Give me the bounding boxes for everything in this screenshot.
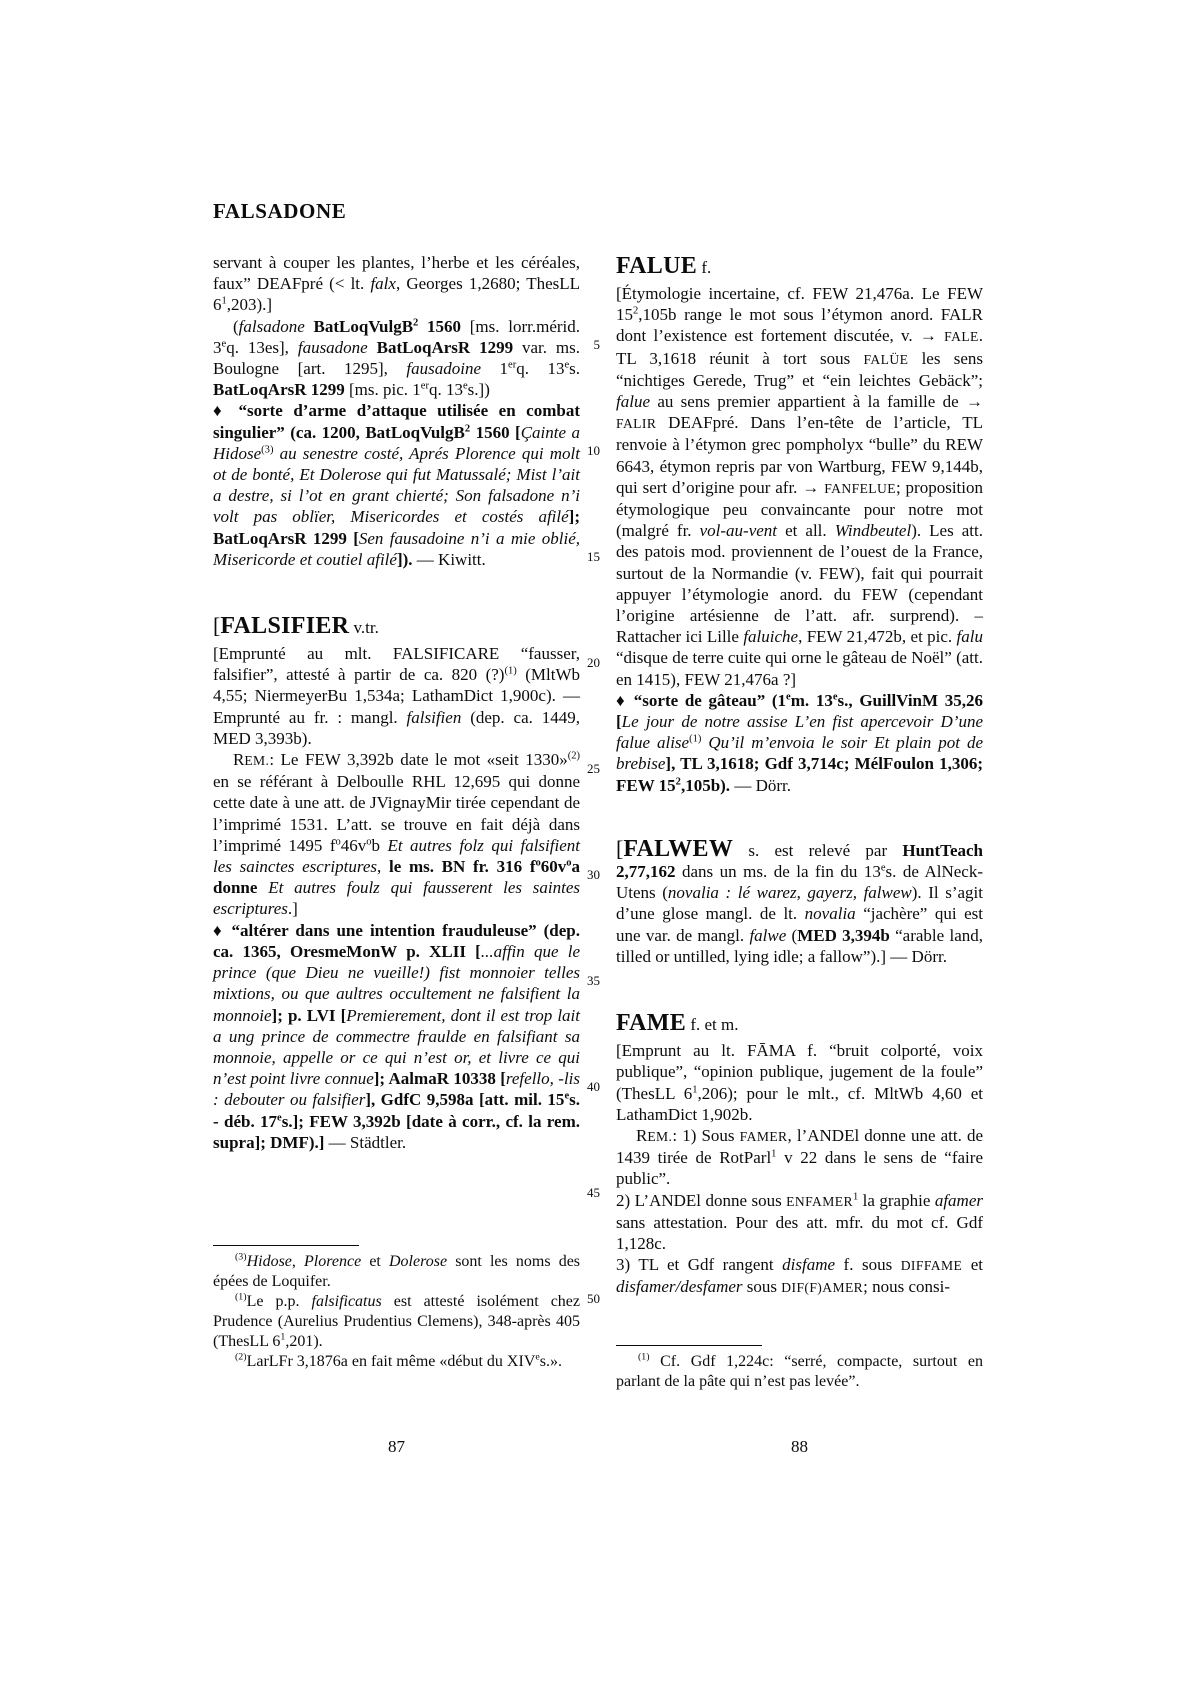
text-run: ,203).] [226, 295, 273, 315]
text-run: [ [616, 835, 624, 861]
text-run: au sens premier appartient à la famille de → [650, 392, 983, 412]
line-number: 10 [587, 443, 600, 458]
entry-headword [616, 1009, 983, 1039]
superscript: e [277, 1111, 282, 1123]
superscript: 1 [692, 1083, 698, 1095]
text-run: Plorence [304, 1253, 362, 1270]
text-run: et [962, 1255, 983, 1275]
footnote-separator [213, 1245, 359, 1246]
superscript: e [564, 359, 570, 371]
text-run: ,206); pour le mlt., cf. MltWb 4,60 et LathamDict 1,902b. [616, 1083, 983, 1124]
superscript: e [786, 691, 791, 703]
text-run: ♦ “sorte de gâteau” (1 [616, 690, 787, 710]
paragraph [616, 283, 983, 690]
text-run: DIF(F)AMER [781, 1280, 864, 1296]
text-run: ,105b range le mot sous l’étymon anord. FALR dont l’existence est fortement discutée, v. → [616, 305, 983, 346]
text-run: Qu’il m’envoia le soir Et plain pot de brebise [616, 733, 983, 774]
superscript: 1 [852, 1190, 859, 1202]
text-run: Le jour de notre assise L’en fist apercevoir D’une falue alise [616, 712, 983, 753]
text-run: Sen fausadoine n’i a mie oblié, Misericorde et coutiel afilé [213, 528, 581, 569]
text-run: Cf. Gdf 1,224c: “serré, compacte, surtout en parlant de la pâte qui n’est pas levée”. [616, 1353, 983, 1390]
line-number: 30 [587, 867, 600, 882]
paragraph [213, 920, 580, 1153]
page-number-right: 88 [791, 1437, 808, 1456]
text-run: ]; p. LVI [ [271, 1005, 347, 1025]
headword-text: FALWEW [623, 835, 734, 862]
text-run: ). Les att. des patois mod. proviennent de l’ouest de la France, surtout de la Normandie (v. FEW), fait qui pourrait appuyer l’étymologie anord. du FEW (cependant l’origine artésienne de l’att. afr. surprend). – Rattacher ici Lille [616, 521, 983, 647]
superscript: o [366, 836, 372, 848]
superscript: (1) [504, 665, 517, 677]
paragraph [616, 835, 983, 967]
text-run: FALIR [616, 416, 657, 432]
text-run: “jachère” qui est une var. de mangl. [616, 904, 983, 945]
text-run [305, 317, 314, 336]
superscript: (2) [567, 750, 580, 762]
text-run: DEAFpré. Dans l’en-tête de l’article, TL renvoie à l’étymon grec pompholyx “bulle” du REW 6643, étymon repris par von Wartburg, FEW 9,144b, qui sert d’origine pour afr. → [616, 413, 983, 497]
text-run: ; nous consi- [863, 1277, 951, 1297]
text-run: 1560 [418, 316, 462, 336]
text-run: m. 13 [790, 690, 833, 710]
text-run: var. ms. Boulogne [art. 1295], [213, 337, 581, 379]
superscript: 2 [675, 776, 681, 788]
entry-headword [616, 252, 983, 282]
text-run: [ms. lorr.mérid. 3 [213, 316, 581, 357]
text-run: s. - déb. 17 [213, 1090, 580, 1131]
text-run: a donne [213, 857, 581, 898]
superscript: er [508, 359, 517, 371]
text-run: HuntTeach 2,77,162 [616, 840, 983, 882]
text-run: falue [616, 392, 650, 412]
text-run: faluiche [743, 627, 799, 647]
paragraph [616, 1125, 983, 1190]
text-run: v 22 dans le sens de “faire public”. [616, 1148, 983, 1189]
text-run: au senestre costé, Aprés Plorence qui molt ot de bonté, Et Dolerose qui fut Matussalé; Mist l’ait a destre, si l’ot en grant chierté; Son falsadone n’i volt pas oblïer, Misericordes et costés afilé [213, 443, 580, 527]
superscript: (3) [261, 444, 274, 456]
text-run: b [371, 835, 388, 855]
superscript: e [880, 862, 886, 874]
text-run: ]). [396, 549, 417, 569]
text-run: MED 3,394b [797, 925, 890, 945]
text-run: ]; BatLoqArsR 1299 [ [213, 507, 580, 548]
text-run: R [233, 750, 245, 770]
text-run: est attesté isolément chez Prudence (Aurelius Prudentius Clemens), 348-après 405 (ThesLL 6 [213, 1293, 581, 1350]
superscript: o [335, 836, 341, 848]
paragraph [616, 1190, 983, 1255]
text-run: falu [956, 627, 983, 647]
text-run: .] [287, 899, 298, 919]
line-number: 25 [587, 761, 600, 776]
text-run: le ms. BN fr. 316 f [388, 857, 536, 877]
text-run [368, 338, 377, 357]
text-run: : 1) Sous [672, 1125, 740, 1145]
text-run: f. et m. [686, 1015, 739, 1035]
text-run: s.]; FEW 3,392b [date à corr., cf. la rem. supra]; DMF).] [213, 1111, 580, 1152]
line-number: 15 [587, 549, 600, 564]
text-run: Et autres folz qui falsifient les sainctes escriptures [213, 835, 580, 877]
text-run: : Le FEW 3,392b date le mot «seit 1330» [269, 750, 568, 770]
superscript: 2 [464, 422, 471, 434]
text-run: BatLoqVulgB [313, 316, 414, 336]
superscript: er [420, 380, 429, 392]
text-run: — Kiwitt. [416, 549, 486, 569]
text-run: [ [213, 613, 221, 639]
text-run: , l’ANDEl donne une att. de 1439 tirée de RotParl [616, 1125, 983, 1168]
text-run: ], GdfC 9,598a [att. mil. 15 [365, 1090, 565, 1110]
page-number-left: 87 [388, 1437, 405, 1456]
superscript: (1) [689, 733, 702, 745]
text-run: — Dörr. [734, 775, 791, 795]
text-run: FALÜE [863, 351, 909, 367]
text-run: [Emprunté au mlt. FALSIFICARE “fausser, falsifier”, attesté à partir de ca. 820 (?) [213, 644, 580, 685]
text-run: ♦ “sorte d’arme d’attaque utilisée en combat singulier” (ca. 1200, BatLoqVulgB [213, 401, 580, 442]
text-run: dans un ms. de la fin du 13 [675, 862, 881, 882]
text-run: sont les noms des épées de Loquifer. [213, 1253, 581, 1290]
paragraph [213, 400, 580, 570]
text-run: disfame [782, 1255, 836, 1275]
text-run: et all. [777, 521, 835, 541]
text-run: falsadone [238, 316, 305, 336]
text-run: ). Il s’agit d’une glose mangl. de lt. [616, 883, 983, 924]
superscript: e [462, 380, 468, 392]
text-run: — Städtler. [328, 1132, 407, 1152]
line-number: 35 [587, 973, 600, 988]
entry-headword [213, 612, 580, 642]
text-run: BatLoqArsR 1299 [376, 337, 514, 357]
text-run: ( [233, 316, 239, 336]
text-run: s.]) [467, 380, 490, 400]
text-run: ; proposition étymologique peu convaincante pour notre mot (malgré fr. [616, 477, 983, 541]
text-run: s. de AlNeck-Utens ( [616, 862, 983, 903]
right-footnotes [616, 1345, 983, 1392]
text-run: FALE [944, 329, 979, 345]
text-run: 3) TL et Gdf rangent [616, 1255, 783, 1275]
text-run: sans attestation. Pour des att. mfr. du mot cf. Gdf 1,128c. [616, 1212, 983, 1253]
text-run: R [636, 1125, 648, 1145]
text-run: , [291, 1253, 305, 1270]
text-run: refello, -lis : debouter ou falsifier [213, 1069, 581, 1110]
footnote [616, 1352, 983, 1392]
superscript: e [535, 1351, 540, 1363]
paragraph [213, 643, 580, 749]
text-run: disfamer/desfamer [616, 1277, 743, 1297]
text-run: Hidose [246, 1253, 292, 1270]
superscript: (1) [638, 1351, 650, 1363]
text-run: q. 13es], [226, 337, 298, 357]
text-run: fausadone [297, 337, 368, 357]
text-run: [Emprunt au lt. FĀMA f. “bruit colporté, voix publique”, “opinion publique, jugement de la foule” (ThesLL 6 [616, 1041, 983, 1103]
text-run: afamer [934, 1190, 983, 1210]
text-run: s. [569, 359, 581, 379]
superscript: 2 [413, 316, 419, 328]
footnote [213, 1352, 580, 1372]
text-run: f. [697, 258, 712, 277]
footnote [213, 1252, 580, 1292]
superscript: e [564, 1090, 570, 1102]
text-run: les sens “nichtiges Gerede, Trug” et “ein leichtes Gebäck”; [616, 348, 983, 390]
superscript: 1 [771, 1148, 777, 1160]
paragraph [616, 1040, 983, 1125]
text-run: v.tr. [349, 618, 379, 638]
text-run: s. est relevé par [733, 840, 903, 860]
text-run: novalia : lé warez, gayerz, falwew [667, 883, 912, 903]
text-run: , FEW 21,472b, et pic. [798, 627, 957, 647]
text-run: EM. [244, 753, 270, 769]
text-run: f. sous [835, 1255, 901, 1275]
right-column [616, 252, 983, 1299]
text-run: sous [742, 1277, 782, 1297]
running-head: FALSADONE [213, 199, 347, 223]
line-number: 20 [587, 655, 600, 670]
text-run: Windbeutel [834, 521, 912, 541]
text-run: et [361, 1253, 389, 1270]
text-run: . TL 3,1618 réunit à tort sous [616, 326, 983, 368]
text-run: Çainte a Hidose [213, 422, 580, 463]
text-run: servant à couper les plantes, l’herbe et les céréales, faux” DEAFpré (< lt. [213, 253, 580, 294]
line-number: 5 [593, 337, 600, 352]
text-run: en se référant à Delboulle RHL 12,695 qui donne cette date à une att. de JVignayMir tirée cependant de l’imprimé 1531. L’att. se trouve en fait déjà dans l’imprimé 1495 f [213, 772, 580, 855]
text-run: 1560 [ [470, 422, 521, 442]
left-column [213, 252, 580, 1153]
text-run: ...affin que le prince (que Dieu ne vueille!) fist monnoier telles mixtions, ou que aultres occultement ne falsifient la monnoie [213, 941, 581, 1025]
text-run: “disque de terre cuite qui orne le gâteau de Noël” (att. en 1415), FEW 21,476a ?] [616, 648, 983, 689]
text-run: , [377, 857, 389, 877]
line-number: 40 [587, 1079, 600, 1094]
text-run: [Étymologie incertaine, cf. FEW 21,476a. Le FEW 15 [616, 284, 983, 325]
text-run: LarLFr 3,1876a en fait même «début du XIV [246, 1353, 536, 1370]
paragraph [616, 690, 983, 796]
footnote [213, 1292, 580, 1352]
text-run: EM. [647, 1128, 673, 1144]
superscript: 2 [633, 305, 639, 317]
text-run: BatLoqArsR 1299 [213, 380, 345, 400]
superscript: e [832, 691, 838, 703]
text-run: (MltWb 4,55; NiermeyerBu 1,534a; LathamDict 1,900c). — Emprunté au fr. : mangl. [213, 665, 580, 727]
text-run: s., GuillVinM 35,26 [ [616, 690, 983, 732]
text-run: 2) L’ANDEl donne sous [616, 1190, 787, 1210]
text-run: q. 13 [516, 359, 565, 379]
paragraph [616, 1254, 983, 1298]
text-run: [ms. pic. 1 [344, 380, 421, 400]
paragraph [213, 316, 580, 401]
text-run: ENFAMER [786, 1193, 853, 1209]
line-number: 50 [587, 1291, 600, 1306]
text-run: falsifien [406, 707, 462, 727]
text-run: Le p.p. [246, 1293, 312, 1310]
text-run: FAMER [739, 1128, 788, 1144]
paragraph [213, 252, 580, 316]
superscript: (1) [235, 1291, 247, 1303]
paragraph [213, 749, 580, 920]
line-number: 45 [587, 1185, 600, 1200]
text-run: ♦ “altérer dans une intention frauduleuse” (dep. ca. 1365, OresmeMonW p. XLII [ [213, 920, 580, 961]
superscript: (2) [235, 1351, 247, 1363]
text-run: q. 13 [428, 380, 463, 400]
text-run: fausadoine [406, 359, 481, 379]
superscript: (3) [235, 1251, 247, 1263]
headword-text: FALUE [616, 253, 698, 279]
text-run: FANFELUE [824, 480, 896, 496]
text-run: novalia [804, 904, 856, 924]
text-run: falsificatus [311, 1293, 382, 1310]
text-run: Dolerose [389, 1253, 448, 1270]
headword-text: FAME [616, 1010, 687, 1037]
superscript: o [566, 857, 572, 869]
text-run: “arable land, tilled or untilled, lying idle; a fallow”).] — Dörr. [616, 925, 983, 966]
text-run: ,201). [285, 1333, 323, 1350]
text-run: falx [370, 274, 396, 294]
text-run: ]; AalmaR 10338 [ [373, 1069, 506, 1089]
text-run: Premierement, dont il est trop lait a ung prince de commectre fraulde en falsifiant sa monnoie, appelle or ce qui n’est or, et livre ce qui n’est point livre connue [213, 1005, 580, 1089]
superscript: o [535, 857, 541, 869]
text-run: ,105b). [680, 775, 735, 795]
superscript: 1 [221, 295, 227, 307]
superscript: 1 [280, 1331, 286, 1343]
text-run: 1 [481, 359, 509, 379]
footnote-separator [616, 1345, 762, 1346]
text-run: ], TL 3,1618; Gdf 3,714c; MélFoulon 1,306; FEW 15 [616, 754, 983, 795]
superscript: e [221, 338, 227, 350]
text-run: 60v [540, 857, 567, 877]
text-run: vol-au-vent [699, 521, 778, 541]
text-run: la graphie [858, 1190, 935, 1210]
text-run: falwe [749, 925, 787, 945]
text-run: (dep. ca. 1449, MED 3,393b). [213, 707, 580, 748]
text-run: ( [786, 925, 798, 945]
text-run: 46v [340, 835, 367, 855]
text-run: s.». [539, 1353, 563, 1370]
headword-text: FALSIFIER [220, 613, 350, 640]
text-run: Et autres foulz qui fausserent les saintes escriptures [213, 878, 580, 919]
left-footnotes [213, 1245, 580, 1372]
text-run: DIFFAME [900, 1258, 963, 1274]
text-run: , Georges 1,2680; ThesLL 6 [213, 274, 581, 315]
